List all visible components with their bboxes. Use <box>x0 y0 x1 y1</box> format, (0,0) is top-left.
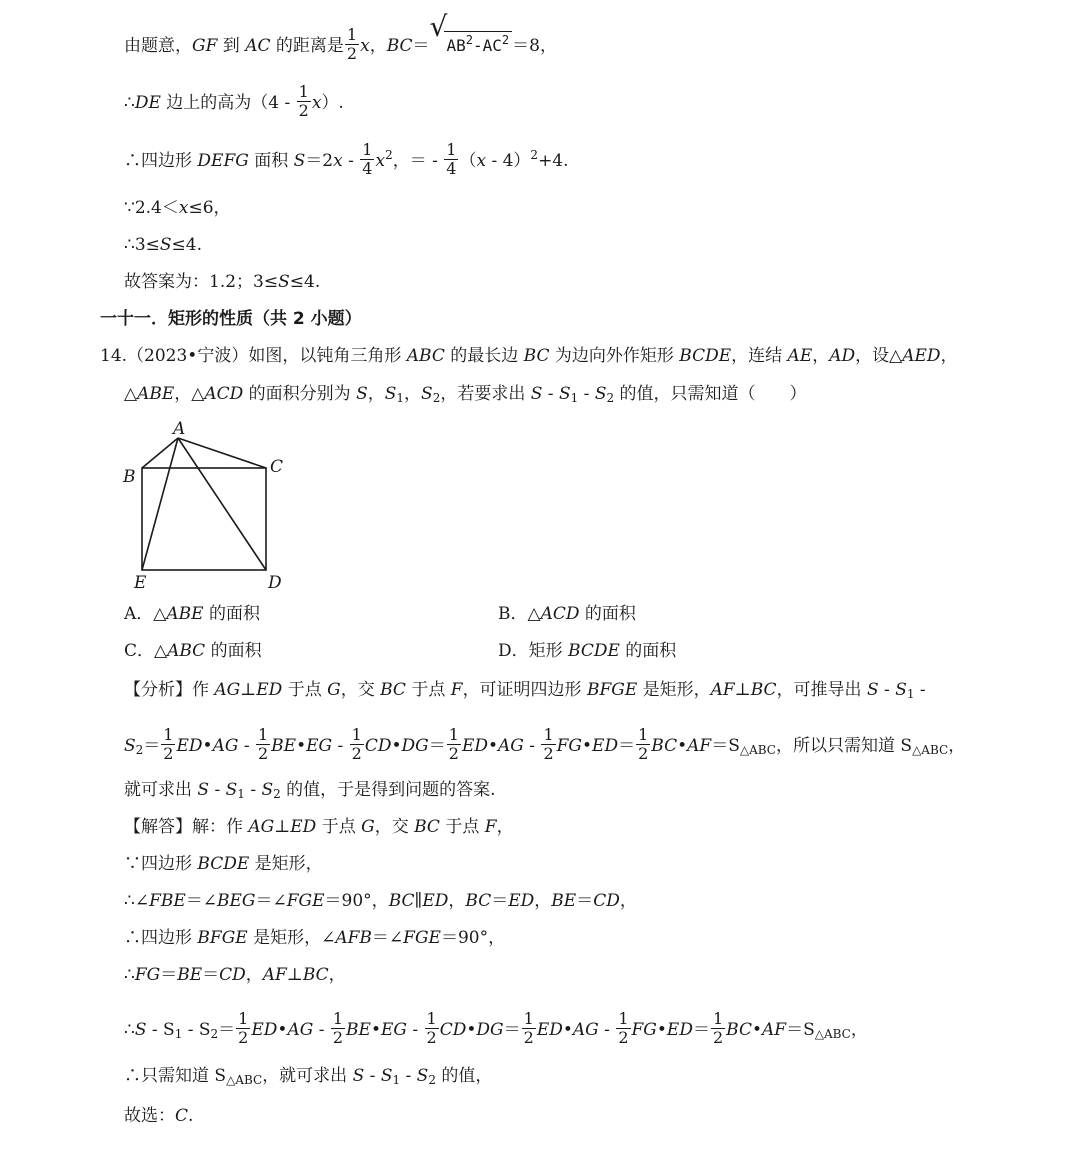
answer-line: 故答案为：1.2；3≤S≤4. <box>124 272 321 292</box>
segment-ad <box>178 438 266 570</box>
fraction: $\frac{1}{2}$ <box>523 1009 534 1047</box>
fraction: $\frac{1}{2}$ <box>543 725 554 763</box>
analysis-line-2: $S_2=$ $\frac{1}{2}$ ED•AG - $\frac{1}{2}$ BE•EG - $\frac{1}{2}$ CD•DG＝ $\frac{1}{2}$ ED•AG - $\frac{1}{2}$ FG•ED＝ $\frac{1}{2}$ $BC•AF=S_{\triangle ABC}$，所以只需知道 $S_{\triangle ABC}$， <box>124 725 966 763</box>
label-e: E <box>134 573 147 592</box>
solution-step-2: ∵四边形 BCDE 是矩形， <box>124 854 323 874</box>
fraction: $\frac{1}{4}$ <box>362 140 373 178</box>
analysis-line-3: 就可求出 S - $S_1 - S_2$ 的值，于是得到问题的答案. <box>124 780 496 801</box>
text: ＝8， <box>512 36 557 56</box>
option-d[interactable]: D．矩形 BCDE 的面积 <box>498 641 677 661</box>
label-a: A <box>173 419 186 439</box>
final-answer: 故选：C. <box>124 1106 194 1126</box>
square-root: √ $AB^2-AC^2$ <box>430 31 513 54</box>
fraction: $\frac{1}{2}$ <box>712 1009 724 1047</box>
solution-line-4: ∵2.4＜x≤6， <box>124 198 231 218</box>
text: ， <box>369 36 387 56</box>
fraction: $\frac{1}{2}$ <box>332 1009 344 1047</box>
option-a[interactable]: A．△ABE 的面积 <box>124 604 260 624</box>
fraction: $\frac{1}{2}$ <box>257 725 269 763</box>
segment-ab <box>142 438 178 468</box>
solution-step-1: 【解答】解：作 AG⊥ED 于点 G，交 BC 于点 F， <box>124 817 514 837</box>
solution-step-4: ∴四边形 BFGE 是矩形，∠AFB＝∠FGE＝90°， <box>124 928 506 948</box>
solution-step-3: ∴∠FBE＝∠BEG＝∠FGE＝90°，BC∥ED，BC＝ED，BE＝CD， <box>124 891 637 911</box>
fraction: $\frac{1}{2}$ <box>618 1009 629 1047</box>
text: x <box>360 36 370 56</box>
fraction: $\frac{1}{4}$ <box>446 140 457 178</box>
question-line-2: △ABE，△ACD 的面积分别为 S，$S_1$，$S_2$，若要求出 S - $S_1 - S_2$ 的值，只需知道（ ） <box>124 384 807 405</box>
label-c: C <box>270 457 284 477</box>
segment-ac <box>178 438 266 468</box>
text: ＝ <box>412 36 430 56</box>
solution-step-6: ∴S - $S_1 - S_2=$ $\frac{1}{2}$ ED•AG - $\frac{1}{2}$ BE•EG - $\frac{1}{2}$ CD•DG＝ $\frac{1}{2}$ ED•AG - $\frac{1}{2}$ FG•ED＝ $\frac{1}{2}$ $BC•AF=S_{\triangle ABC}$， <box>124 1009 868 1047</box>
text: BC <box>386 36 413 56</box>
solution-line-1 <box>124 10 557 65</box>
option-c[interactable]: C．△ABC 的面积 <box>124 641 262 661</box>
section-heading: 一十一．矩形的性质（共 2 小题） <box>100 309 362 329</box>
solution-step-5: ∴FG＝BE＝CD，AF⊥BC， <box>124 965 346 985</box>
rectangle-bcde <box>142 468 266 570</box>
question-line-1: 14.（2023•宁波）如图，以钝角三角形 ABC 的最长边 BC 为边向外作矩形 BCDE，连结 AE，AD，设△AED， <box>100 346 958 366</box>
solution-line-5: ∴3≤S≤4. <box>124 235 203 255</box>
fraction: $\frac{1}{2}$ <box>638 725 649 763</box>
fraction: $\frac{1}{2}$ <box>351 725 362 763</box>
fraction: $\frac{1}{2}$ <box>448 725 459 763</box>
solution-line-2: ∴DE 边上的高为（4 - $\frac{1}{2}$ x）. <box>124 82 344 120</box>
label-b: B <box>123 467 136 487</box>
fraction: $\frac{1}{2}$ <box>426 1009 437 1047</box>
text: 的距离是 <box>270 36 344 56</box>
geometry-figure <box>118 416 298 592</box>
fraction: $\frac{1}{2}$ <box>346 25 358 63</box>
text: 由题意， <box>124 36 192 56</box>
fraction: $\frac{1}{2}$ <box>163 725 174 763</box>
option-b[interactable]: B．△ACD 的面积 <box>498 604 636 624</box>
solution-line-3: ∴四边形 DEFG 面积 S＝2x - $\frac{1}{4}$ $x^2$，＝ - $\frac{1}{4}$ （x - 4）$^2$+4. <box>124 140 569 178</box>
text: AC <box>245 36 271 56</box>
fraction: $\frac{1}{2}$ <box>298 82 309 120</box>
label-d: D <box>268 573 282 592</box>
analysis-line-1: 【分析】作 AG⊥ED 于点 G，交 BC 于点 F，可证明四边形 BFGE 是矩形，AF⊥BC，可推导出 S - $S_1$ - <box>124 680 926 701</box>
segment-ae <box>142 438 178 570</box>
fraction: $\frac{1}{2}$ <box>238 1009 249 1047</box>
solution-step-7: ∴只需知道 $S_{\triangle ABC}$，就可求出 S - $S_1 - S_2$ 的值， <box>124 1066 493 1087</box>
text: 到 <box>217 36 246 56</box>
text: GF <box>192 36 218 56</box>
